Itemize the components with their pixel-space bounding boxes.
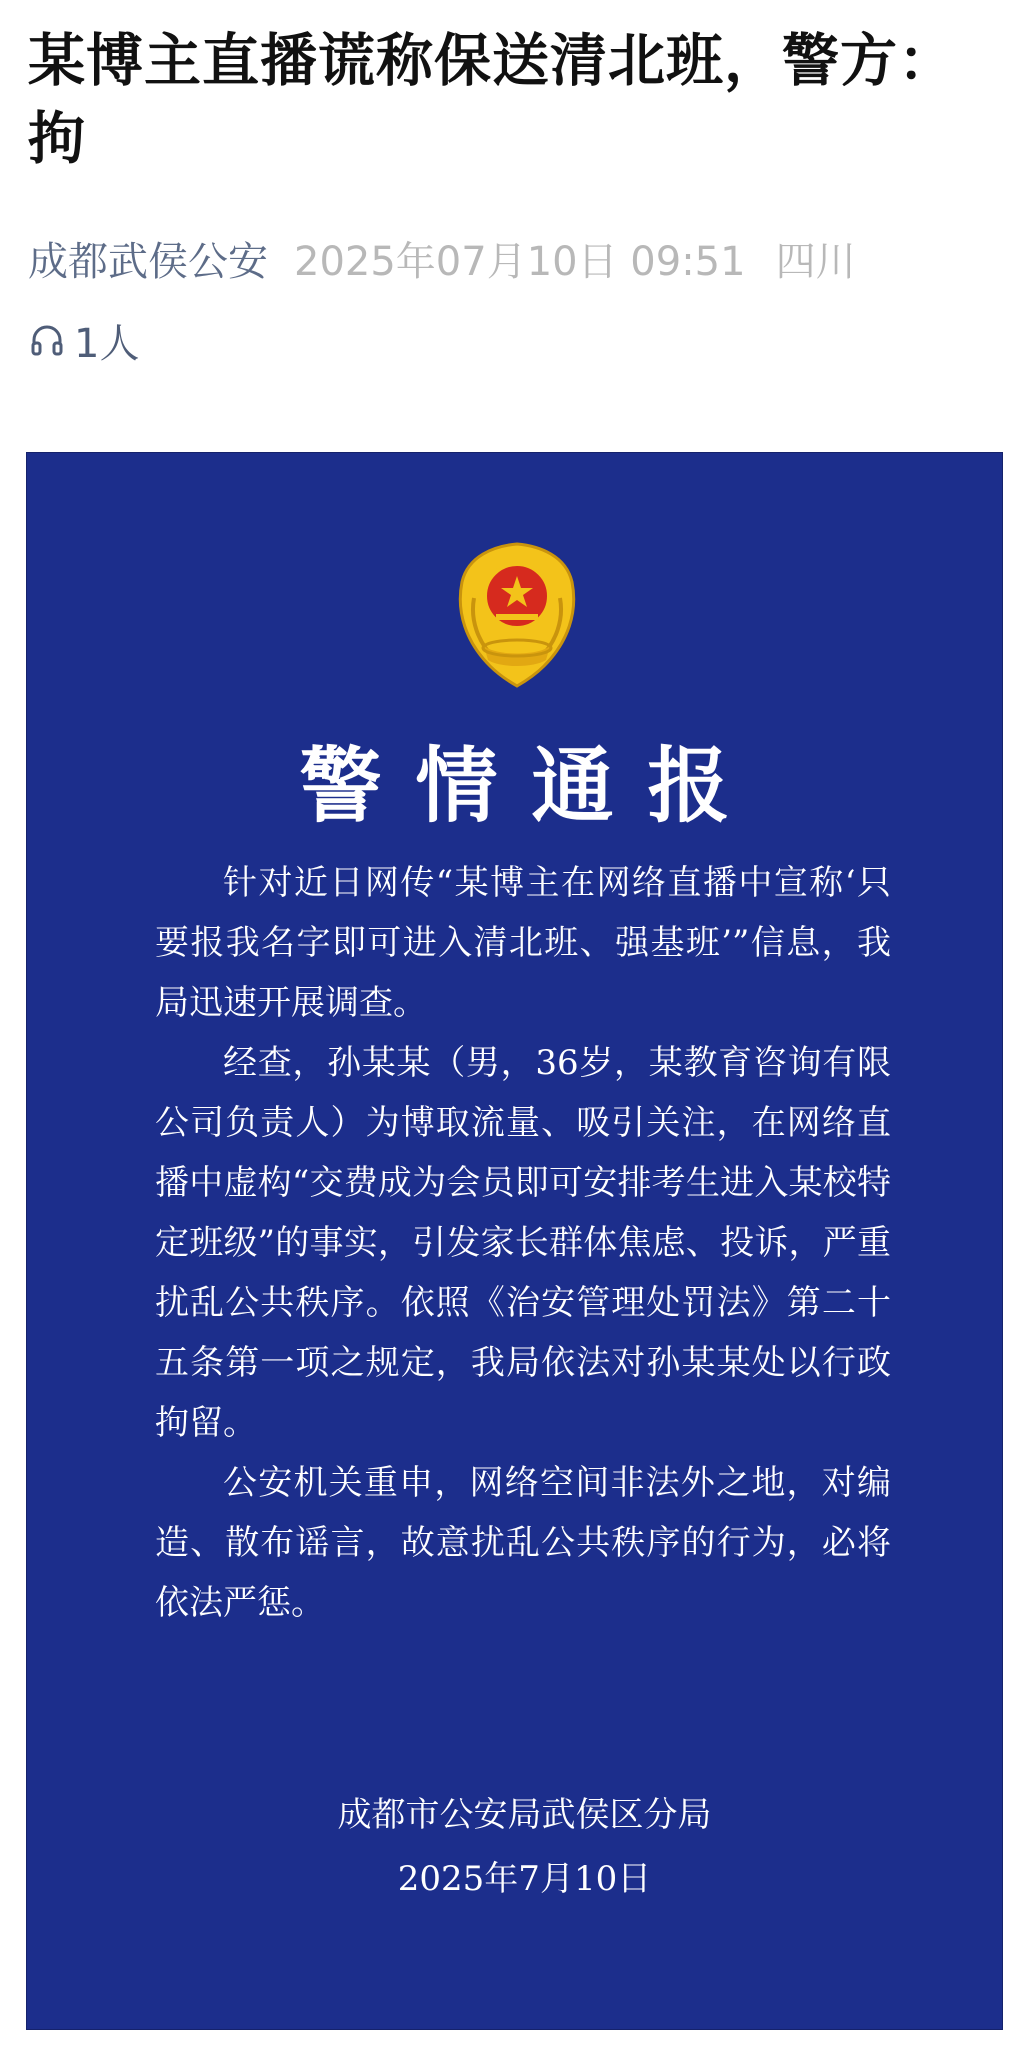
listen-count-button[interactable] bbox=[30, 312, 139, 368]
source-account-link[interactable]: 成都武侯公安 bbox=[28, 238, 268, 285]
publish-datetime: 2025年07月10日 09:51 bbox=[294, 238, 746, 285]
notice-signature bbox=[27, 1783, 1002, 1911]
police-emblem-icon bbox=[444, 538, 590, 688]
listen-count: 1人 bbox=[74, 320, 140, 367]
notice-paragraph: 公安机关重申，网络空间非法外之地，对编造、散布谣言，故意扰乱公共秩序的行为，必将依法严惩。 bbox=[155, 1463, 891, 1623]
notice-paragraph: 针对近日网传“某博主在网络直播中宣称‘只要报我名字即可进入清北班、强基班’”信息，我局迅速开展调查。 bbox=[155, 863, 891, 1023]
notice-date: 2025年7月10日 bbox=[397, 1859, 652, 1899]
police-notice-image bbox=[26, 452, 1003, 2030]
notice-issuer: 成都市公安局武侯区分局 bbox=[337, 1795, 712, 1835]
headphones-icon bbox=[30, 323, 64, 357]
article-meta bbox=[28, 226, 856, 290]
notice-heading: 警情通报 bbox=[299, 738, 764, 834]
article-title: 某博主直播谎称保送清北班，警方：拘 bbox=[28, 28, 956, 172]
notice-paragraph: 经查，孙某某（男，36岁，某教育咨询有限公司负责人）为博取流量、吸引关注，在网络直播中虚构“交费成为会员即可安排考生进入某校特定班级”的事实，引发家长群体焦虑、投诉，严重扰乱公共秩序。依照《治安管理处罚法》第二十五条第一项之规定，我局依法对孙某某处以行政拘留。 bbox=[155, 1043, 891, 1443]
notice-body bbox=[155, 853, 891, 1633]
publish-location: 四川 bbox=[775, 238, 856, 285]
